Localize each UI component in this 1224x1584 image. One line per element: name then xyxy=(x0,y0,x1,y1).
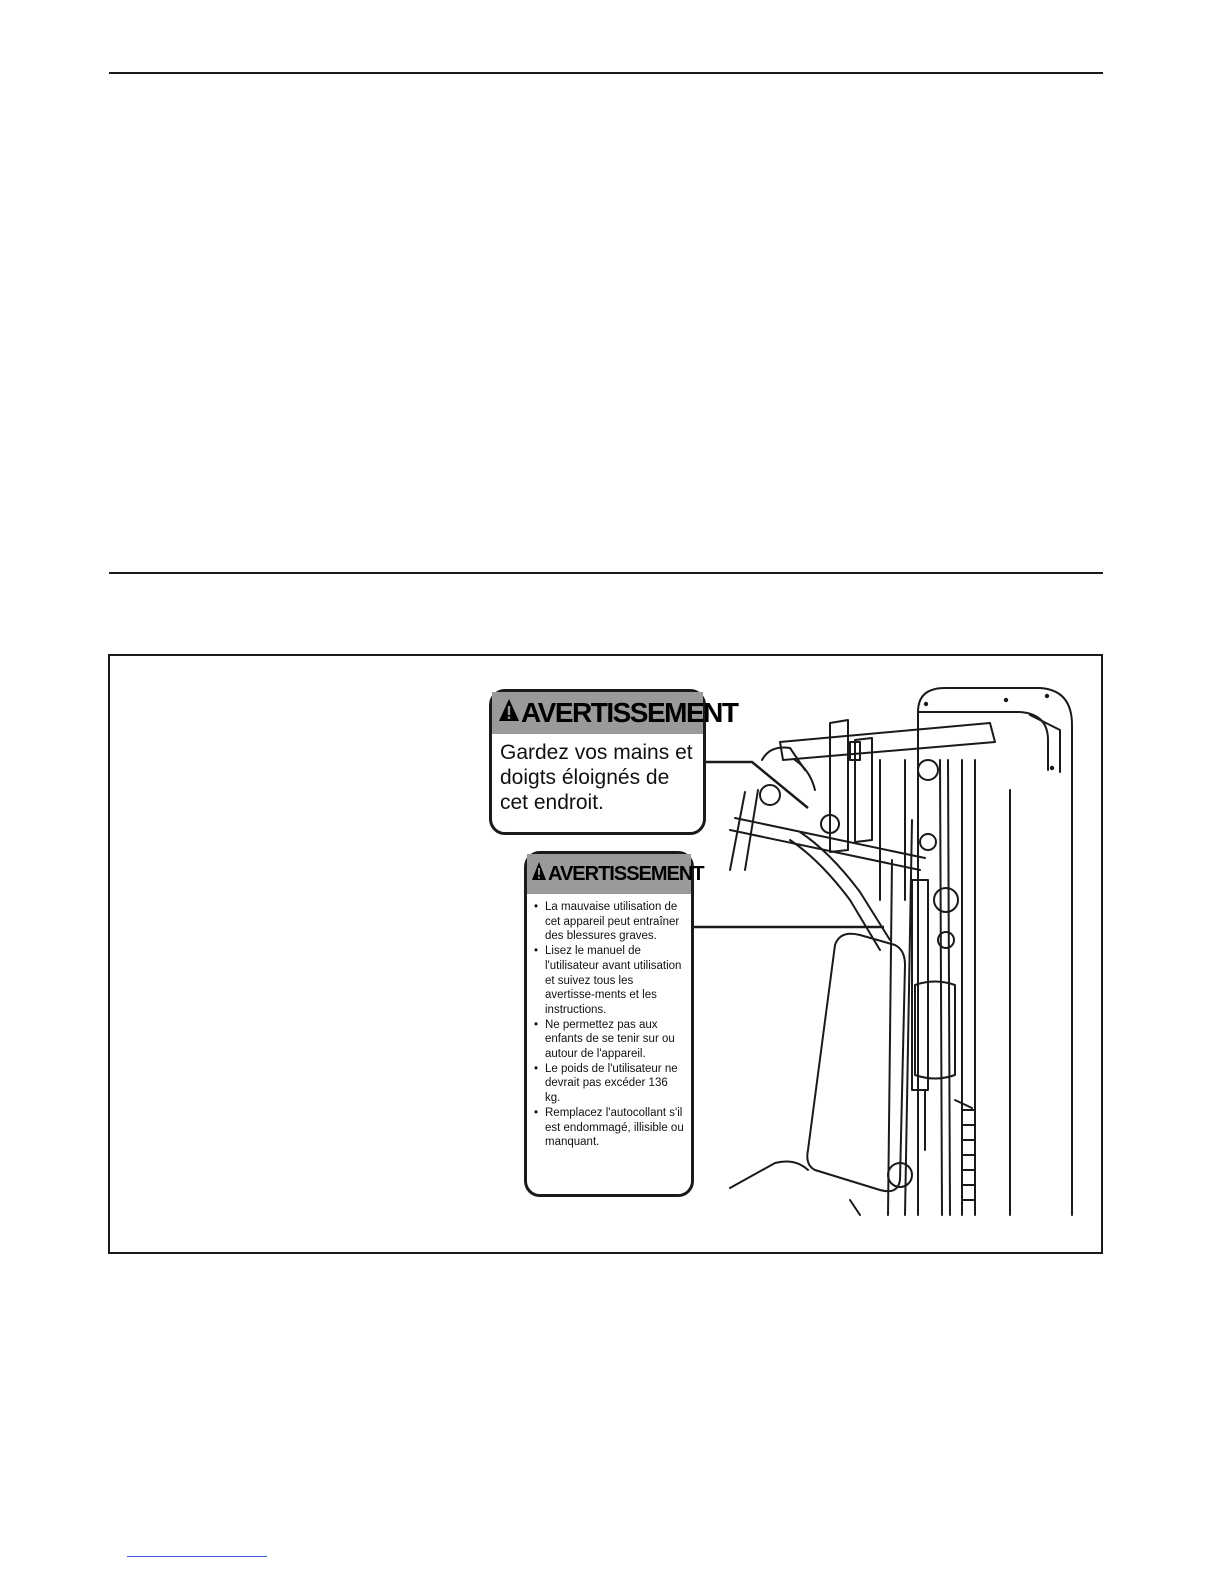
label-header-text: AVERTISSEMENT xyxy=(521,697,738,728)
label-header xyxy=(527,854,704,894)
warning-label-general xyxy=(524,851,704,1197)
warning-label-hands xyxy=(489,689,738,835)
list-item: • Le poids de l'utilisateur ne devrait pas excéder 136 kg. xyxy=(533,1062,685,1106)
label-body-text: Gardez vos mains et doigts éloignés de cet endroit. xyxy=(500,741,693,814)
footer-link-underline[interactable] xyxy=(127,1556,267,1557)
warning-triangle-icon xyxy=(498,697,520,729)
list-item: • Remplacez l'autocollant s'il est endommagé, illisible ou manquant. xyxy=(533,1106,685,1150)
list-item: • Lisez le manuel de l'utilisateur avant utilisation et suivez tous les avertisse-ments et les instructions. xyxy=(533,944,685,1018)
list-item: • La mauvaise utilisation de cet appareil peut entraîner des blessures graves. xyxy=(533,900,685,944)
warning-list xyxy=(527,894,691,1150)
label-header xyxy=(492,692,738,734)
label-header-text: AVERTISSEMENT xyxy=(548,862,704,885)
warning-triangle-icon xyxy=(531,861,547,887)
list-item: • Ne permettez pas aux enfants de se tenir sur ou autour de l'appareil. xyxy=(533,1018,685,1062)
